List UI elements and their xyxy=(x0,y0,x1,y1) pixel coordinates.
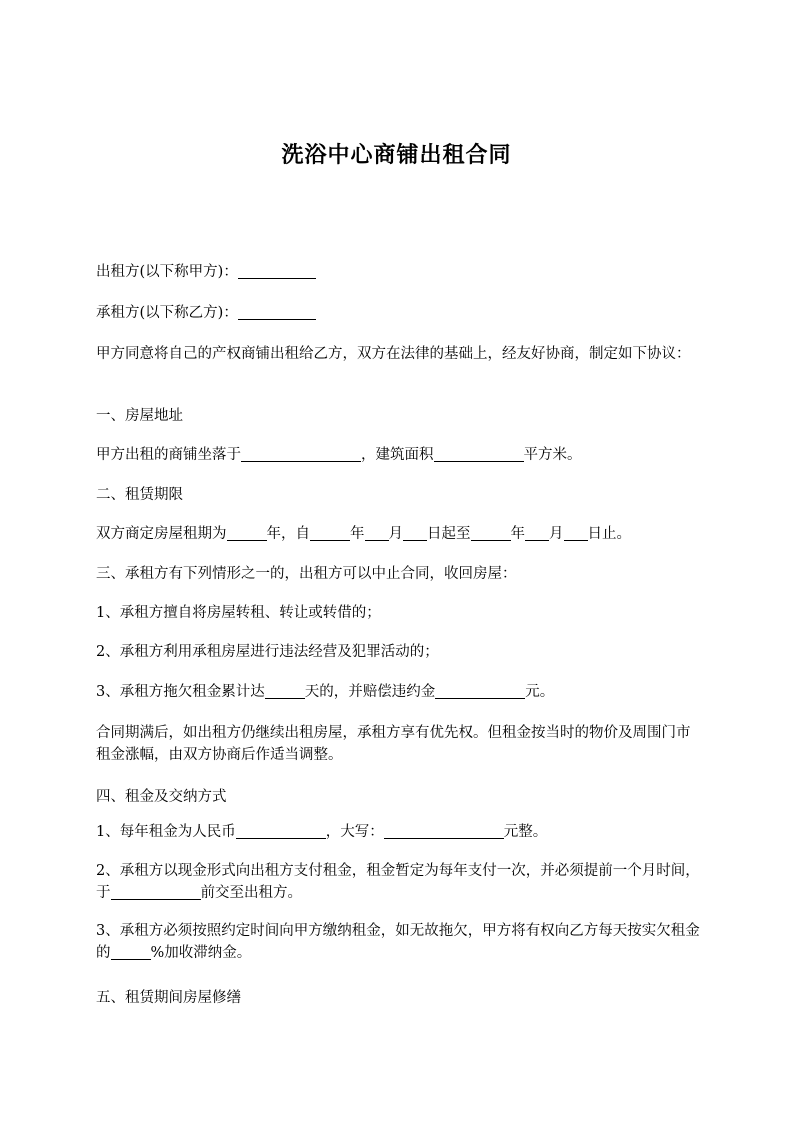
payment-deadline-text: 前交至出租方。 xyxy=(200,885,302,901)
start-month-label: 月 xyxy=(388,526,403,542)
section-3-item-1: 1、承租方擅自将房屋转租、转让或转借的； xyxy=(96,605,381,621)
payment-method-text: 2、承租方以现金形式向出租方支付租金，租金暂定为每年支付一次，并必须提前一个月时间，于 xyxy=(96,863,700,901)
area-text: ，建筑面积 xyxy=(361,447,434,463)
section-3-heading: 三、承租方有下列情形之一的，出租方可以中止合同，收回房屋： xyxy=(96,566,517,582)
section-4-item-3 xyxy=(96,920,700,964)
term-line xyxy=(96,523,700,545)
end-month-label: 月 xyxy=(549,526,564,542)
address-text: 甲方出租的商铺坐落于 xyxy=(96,447,241,463)
end-day-label: 日止。 xyxy=(587,526,631,542)
section-5-heading: 五、租赁期间房屋修缮 xyxy=(96,990,241,1006)
section-4-item-1 xyxy=(96,821,700,843)
start-year-label: 年 xyxy=(350,526,365,542)
end-day-blank xyxy=(564,524,588,541)
penalty-unit: 元。 xyxy=(525,684,555,700)
start-day-label: 日起至 xyxy=(427,526,471,542)
rent-unit: 元整。 xyxy=(503,824,548,840)
document-title: 洗浴中心商铺出租合同 xyxy=(281,143,512,168)
start-day-blank xyxy=(403,524,427,541)
section-3-item-3 xyxy=(96,681,700,703)
lessor-label: 出租方(以下称甲方)： xyxy=(96,264,238,280)
lessee-label: 承租方(以下称乙方)： xyxy=(96,305,238,321)
late-fee-text: 3、承租方必须按照约定时间向甲方缴纳租金，如无故拖欠，甲方将有权向乙方每天按实欠租金的 xyxy=(96,923,700,961)
section-1-heading: 一、房屋地址 xyxy=(96,408,183,424)
area-unit: 平方米。 xyxy=(523,447,582,463)
address-line xyxy=(96,444,700,466)
section-4-heading: 四、租金及交纳方式 xyxy=(96,789,227,805)
renewal-paragraph: 合同期满后，如出租方仍继续出租房屋，承租方享有优先权。但租金按当时的物价及周围门市租金涨幅，由双方协商后作适当调整。 xyxy=(96,725,691,763)
section-2-heading: 二、租赁期限 xyxy=(96,487,183,503)
late-fee-rate-blank xyxy=(111,943,151,960)
lessor-blank xyxy=(238,262,316,279)
rent-uppercase-blank xyxy=(384,822,504,839)
arrears-days-blank xyxy=(265,682,305,699)
lessee-blank xyxy=(238,303,316,320)
penalty-text: 天的，并赔偿违约金 xyxy=(304,684,436,700)
section-3-item-2: 2、承租方利用承租房屋进行违法经营及犯罪活动的； xyxy=(96,644,439,660)
arrears-text: 3、承租方拖欠租金累计达 xyxy=(96,684,265,700)
late-fee-unit: %加收滞纳金。 xyxy=(150,945,252,961)
start-year-blank xyxy=(310,524,350,541)
intro-paragraph: 甲方同意将自己的产权商铺出租给乙方，双方在法律的基础上，经友好协商，制定如下协议： xyxy=(96,346,691,362)
lessor-line xyxy=(96,261,700,283)
term-years-blank xyxy=(227,524,267,541)
payment-date-blank xyxy=(111,883,201,900)
section-4-item-2 xyxy=(96,860,700,904)
end-month-blank xyxy=(525,524,549,541)
rent-uppercase-text: ，大写： xyxy=(325,824,384,840)
address-blank xyxy=(241,445,361,462)
area-blank xyxy=(434,445,524,462)
end-year-blank xyxy=(471,524,511,541)
lessee-line xyxy=(96,302,700,324)
term-text: 双方商定房屋租期为 xyxy=(96,526,227,542)
end-year-label: 年 xyxy=(510,526,525,542)
penalty-amount-blank xyxy=(435,682,525,699)
annual-rent-blank xyxy=(236,822,326,839)
term-from-text: 年，自 xyxy=(266,526,310,542)
start-month-blank xyxy=(365,524,389,541)
annual-rent-text: 1、每年租金为人民币 xyxy=(96,824,236,840)
